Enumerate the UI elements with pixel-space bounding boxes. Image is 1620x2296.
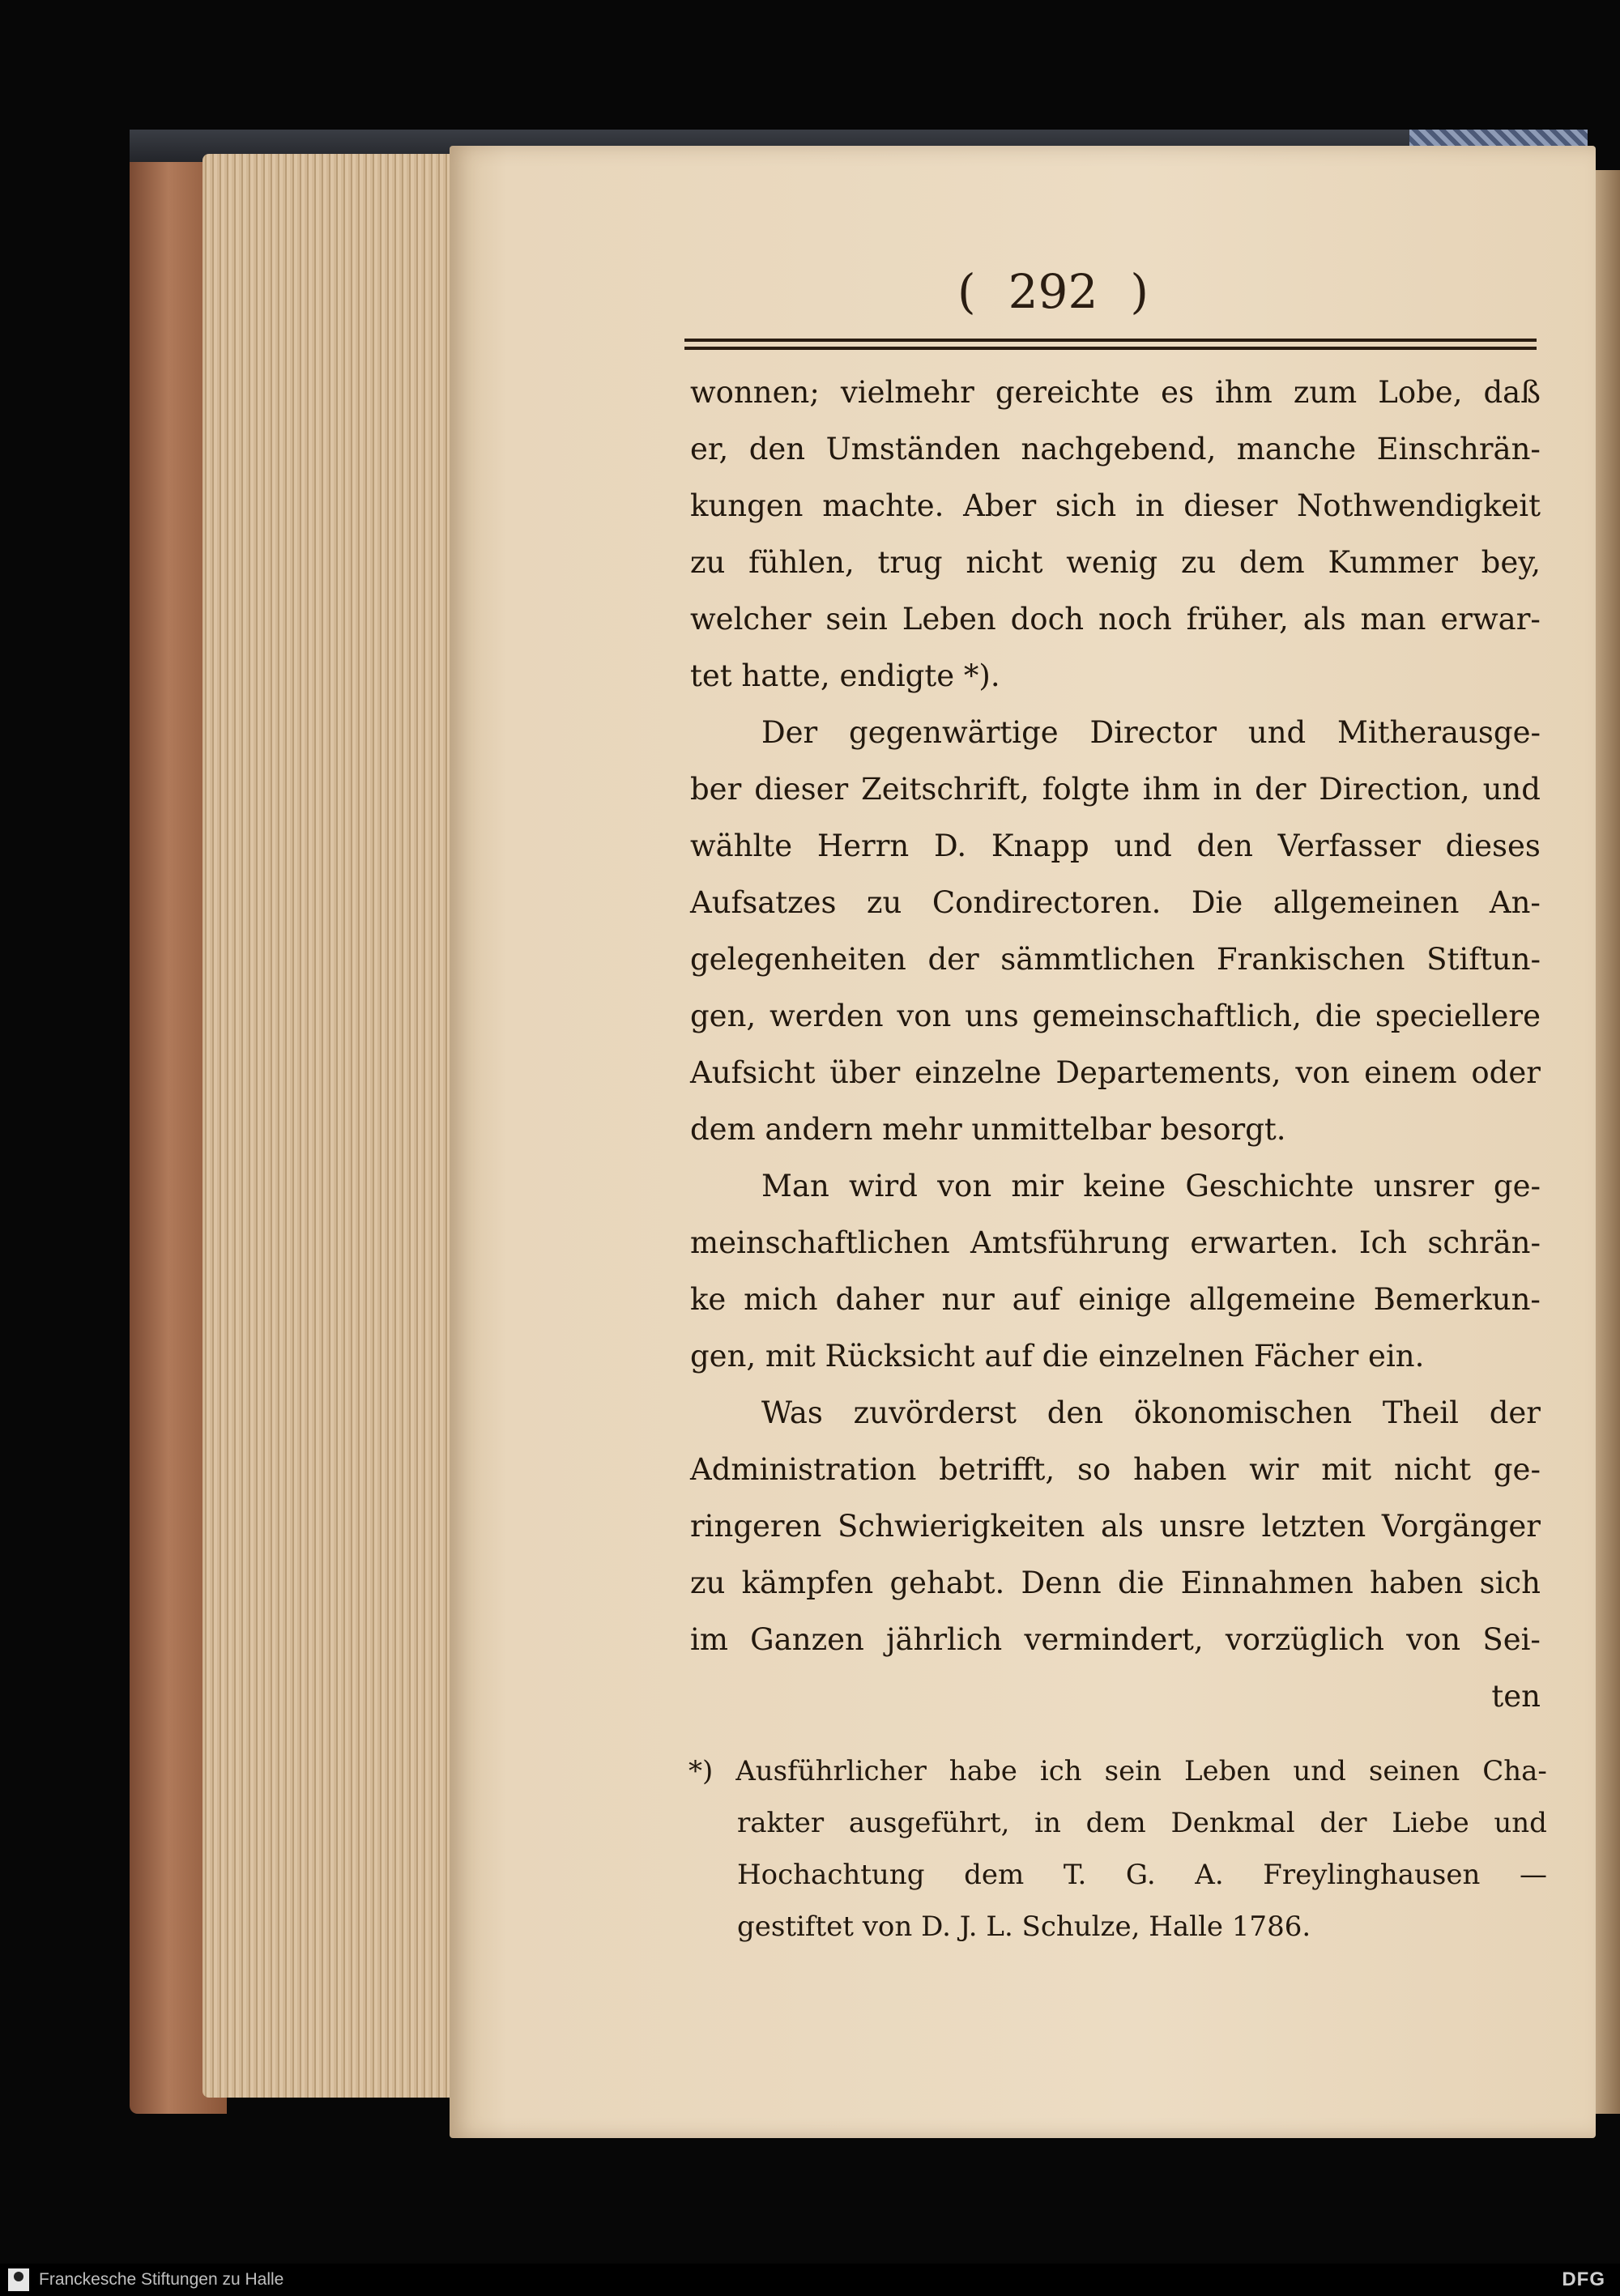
paren-open: ( — [957, 264, 976, 319]
text-line: Aufsicht über einzelne Departements, von einem oder — [690, 1055, 1541, 1090]
catchword: ten — [1491, 1679, 1541, 1714]
text-line: wonnen; vielmehr gereichte es ihm zum Lobe, daß — [690, 375, 1541, 410]
text-line: wählte Herrn D. Knapp und den Verfasser dieses — [690, 829, 1541, 863]
text-line: Administration betrifft, so haben wir mit nicht ge- — [690, 1452, 1541, 1487]
text-line: gen, mit Rücksicht auf die einzelnen Fächer ein. — [690, 1339, 1425, 1374]
text-line: ringeren Schwierigkeiten als unsre letzten Vorgänger — [690, 1509, 1541, 1544]
page-edges — [202, 154, 462, 2098]
footnote-line: gestiftet von D. J. L. Schulze, Halle 1786. — [737, 1910, 1311, 1943]
footnote-line: *) Ausführlicher habe ich sein Leben und seinen Cha- — [688, 1755, 1547, 1787]
text-line: ke mich daher nur auf einige allgemeine Bemerkun- — [690, 1282, 1541, 1317]
footnote — [688, 1745, 1547, 1953]
text-line: gelegenheiten der sämmtlichen Frankischen Stiftun- — [690, 942, 1541, 977]
institution-name: Franckesche Stiftungen zu Halle — [39, 2270, 284, 2289]
text-line: Man wird von mir keine Geschichte unsrer ge- — [761, 1169, 1541, 1203]
text-line: zu kämpfen gehabt. Denn die Einnahmen haben sich — [690, 1565, 1541, 1600]
text-line: meinschaftlichen Amtsführung erwarten. Ich schrän- — [690, 1225, 1541, 1260]
footnote-line: Hochachtung dem T. G. A. Freylinghausen — — [737, 1859, 1547, 1891]
body-text — [690, 364, 1541, 1725]
text-line: Der gegenwärtige Director und Mitherausge- — [761, 715, 1541, 750]
footer-left — [0, 2268, 284, 2291]
text-line: tet hatte, endigte *). — [690, 658, 1000, 693]
text-line: im Ganzen jährlich vermindert, vorzüglich von Sei- — [690, 1622, 1541, 1657]
text-line: Aufsatzes zu Condirectoren. Die allgemeinen An- — [690, 885, 1541, 920]
header-rule — [684, 339, 1537, 350]
text-line: zu fühlen, trug nicht wenig zu dem Kummer bey, — [690, 545, 1541, 580]
footer-bar — [0, 2264, 1620, 2296]
text-line: Was zuvörderst den ökonomischen Theil der — [761, 1395, 1541, 1430]
page-number: 292 — [1008, 264, 1098, 319]
dfg-logo: DFG — [1562, 2268, 1605, 2290]
page-header — [688, 259, 1418, 324]
text-line: ber dieser Zeitschrift, folgte ihm in der Direction, und — [690, 772, 1541, 807]
text-line: gen, werden von uns gemeinschaftlich, die speciellere — [690, 999, 1541, 1033]
institution-logo-icon — [8, 2268, 29, 2291]
text-line: dem andern mehr unmittelbar besorgt. — [690, 1112, 1286, 1147]
text-line: welcher sein Leben doch noch früher, als man erwar- — [690, 602, 1541, 637]
text-line: er, den Umständen nachgebend, manche Einschrän- — [690, 432, 1541, 466]
paren-close: ) — [1130, 264, 1149, 319]
text-line: kungen machte. Aber sich in dieser Nothwendigkeit — [690, 488, 1541, 523]
footnote-line: rakter ausgeführt, in dem Denkmal der Liebe und — [737, 1807, 1547, 1839]
